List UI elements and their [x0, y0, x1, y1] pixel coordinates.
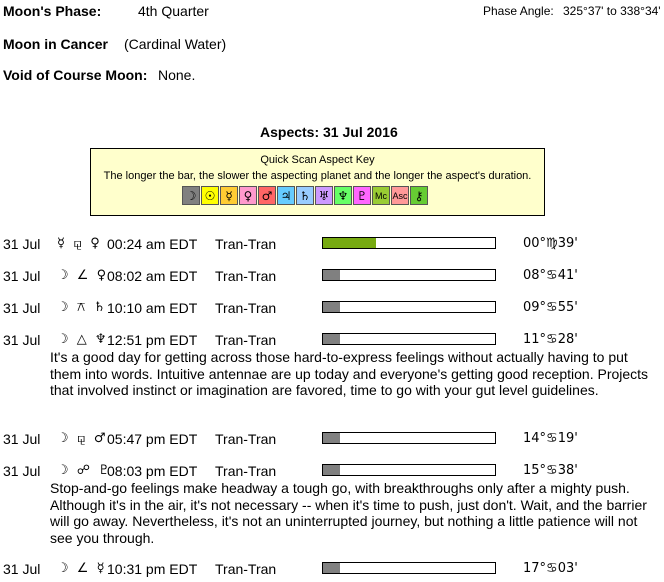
aspect-time: 00:24 am EDT [107, 236, 198, 252]
aspect-interpretation: It's a good day for getting across those hard-to-express feelings without actually having to put them into words. Intuitive antennae are up today and everyone's getting good reception. Projects that involved instinct or imagination are favored, time to go with your gut level guidelines. [50, 349, 649, 398]
duration-bar-fill [323, 563, 340, 573]
aspect-type: Tran-Tran [215, 300, 277, 316]
void-of-course-label: Void of Course Moon: [3, 67, 148, 83]
duration-bar [322, 333, 496, 345]
duration-bar [322, 432, 496, 444]
aspect-time: 08:02 am EDT [107, 268, 198, 284]
duration-bar [322, 269, 496, 281]
aspect-time: 05:47 pm EDT [107, 431, 198, 447]
quick-scan-key [90, 148, 545, 216]
duration-bar [322, 237, 496, 249]
sun-icon: ☉ [201, 186, 219, 205]
aspect-glyphs: ☽ ∠ ☿ [57, 561, 107, 576]
aspect-row [0, 300, 664, 320]
aspect-time: 08:03 pm EDT [107, 463, 198, 479]
moon-phase-label: Moon's Phase: [3, 3, 102, 19]
saturn-icon: ♄ [296, 186, 314, 205]
aspect-interpretation: Stop-and-go feelings make headway a tough go, with breakthroughs only after a mighty push. Although it's in the air, it's not necessary -- when it's time to push, just don't. Wait, and the barrier will go away. Nevertheless, it's not an uninterrupted journey, but nothing a little patience will not see you through. [50, 480, 647, 546]
aspect-time: 12:51 pm EDT [107, 332, 198, 348]
mars-icon: ♂ [258, 186, 276, 205]
aspect-glyphs: ☽ ⚼ ♂ [57, 431, 108, 446]
aspect-glyphs: ☽ ∠ ♀ [57, 268, 109, 283]
aspect-date: 31 Jul [3, 431, 41, 447]
venus-icon: ♀ [239, 186, 257, 205]
jupiter-icon: ♃ [277, 186, 295, 205]
aspect-date: 31 Jul [3, 561, 41, 577]
moon-sign-label: Moon in Cancer [3, 36, 109, 52]
aspect-position: 17°♋03' [523, 561, 578, 576]
moon-sign-value: (Cardinal Water) [124, 36, 227, 52]
aspect-type: Tran-Tran [215, 268, 277, 284]
uranus-icon: ♅ [315, 186, 333, 205]
aspect-date: 31 Jul [3, 332, 41, 348]
aspect-position: 09°♋55' [523, 300, 578, 315]
aspect-position: 15°♋38' [523, 463, 578, 478]
aspect-glyphs: ☽ ☍ ♇ [57, 463, 112, 478]
aspect-time: 10:10 am EDT [107, 300, 198, 316]
duration-bar-fill [323, 465, 340, 475]
aspect-date: 31 Jul [3, 268, 41, 284]
aspect-position: 11°♋28' [523, 332, 578, 347]
aspect-date: 31 Jul [3, 463, 41, 479]
key-glyph-row [182, 186, 429, 205]
aspect-type: Tran-Tran [215, 332, 277, 348]
key-title: Quick Scan Aspect Key [260, 154, 375, 166]
aspect-position: 08°♋41' [523, 268, 578, 283]
duration-bar-fill [323, 334, 340, 344]
aspect-time: 10:31 pm EDT [107, 561, 198, 577]
duration-bar-fill [323, 433, 340, 443]
neptune-icon: ♆ [334, 186, 352, 205]
duration-bar [322, 464, 496, 476]
chiron-icon: ⚷ [410, 186, 428, 205]
key-description: The longer the bar, the slower the aspecting planet and the longer the aspect's duration. [103, 170, 532, 182]
moon-icon: ☽ [182, 186, 200, 205]
phase-angle-label: Phase Angle: [483, 4, 554, 18]
aspect-type: Tran-Tran [215, 236, 277, 252]
aspect-type: Tran-Tran [215, 463, 277, 479]
aspect-row [0, 561, 664, 581]
aspect-position: 14°♋19' [523, 431, 578, 446]
pluto-icon: ♇ [353, 186, 371, 205]
aspect-date: 31 Jul [3, 236, 41, 252]
void-of-course-value: None. [158, 67, 196, 83]
aspect-row [0, 268, 664, 288]
aspect-row [0, 431, 664, 451]
aspect-glyphs: ☽ △ ♆ [57, 332, 109, 347]
aspect-glyphs: ☿ ⚼ ♀ [57, 236, 102, 251]
aspect-date: 31 Jul [3, 300, 41, 316]
aspect-type: Tran-Tran [215, 431, 277, 447]
duration-bar [322, 562, 496, 574]
duration-bar-fill [323, 270, 340, 280]
ascendant-icon: Asc [391, 186, 409, 205]
mercury-icon: ☿ [220, 186, 238, 205]
duration-bar [322, 301, 496, 313]
aspects-title: Aspects: 31 Jul 2016 [260, 124, 398, 140]
aspect-row [0, 236, 664, 256]
moon-phase-value: 4th Quarter [138, 3, 209, 19]
aspect-type: Tran-Tran [215, 561, 277, 577]
aspect-position: 00°♍39' [523, 236, 578, 251]
midheaven-icon: Mc [372, 186, 390, 205]
phase-angle-value: 325°37' to 338°34' [563, 4, 661, 18]
aspect-glyphs: ☽ ⚻ ♄ [57, 300, 108, 315]
duration-bar-fill [323, 302, 340, 312]
duration-bar-fill [323, 238, 376, 248]
